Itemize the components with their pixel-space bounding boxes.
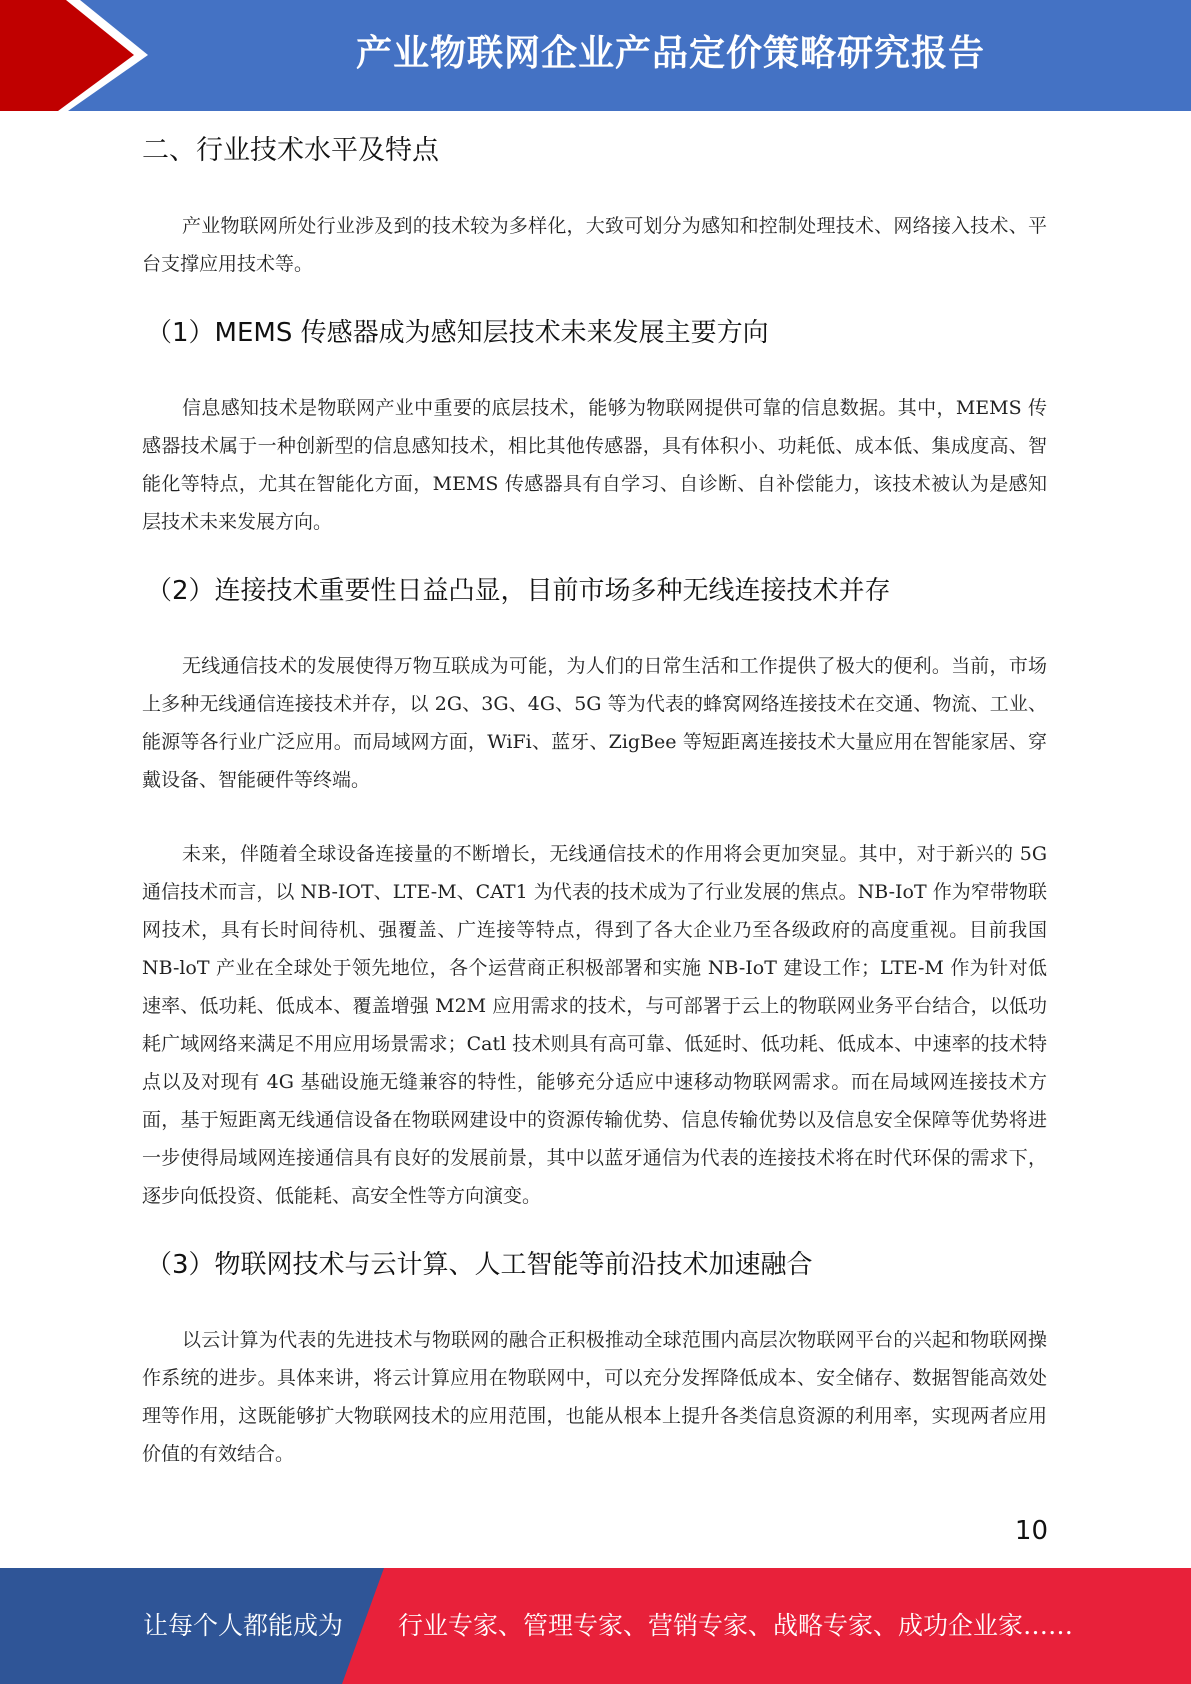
page-number: 10 <box>1014 1516 1048 1546</box>
header-banner <box>0 0 1191 111</box>
paragraph: 无线通信技术的发展使得万物互联成为可能，为人们的日常生活和工作提供了极大的便利。当前，市场上多种无线通信连接技术并存，以 2G、3G、4G、5G 等为代表的蜂窝网络连接技术在交通、物流、工业、能源等各行业广泛应用。而局域网方面，WiFi、蓝牙、ZigBee 等短距离连接技术大量应用在智能家居、穿戴设备、智能硬件等终端。 <box>142 655 1047 791</box>
footer-slogan-left: 让每个人都能成为 <box>143 1611 344 1640</box>
subsection-heading-1: （1）MEMS 传感器成为感知层技术未来发展主要方向 <box>146 318 769 348</box>
report-title: 产业物联网企业产品定价策略研究报告 <box>355 33 985 74</box>
footer-slogan-right: 行业专家、管理专家、营销专家、战略专家、成功企业家…… <box>398 1611 1074 1640</box>
section-heading: 二、行业技术水平及特点 <box>142 135 439 166</box>
subsection-heading-2: （2）连接技术重要性日益凸显，目前市场多种无线连接技术并存 <box>146 576 891 606</box>
paragraph: 信息感知技术是物联网产业中重要的底层技术，能够为物联网提供可靠的信息数据。其中，MEMS 传感器技术属于一种创新型的信息感知技术，相比其他传感器，具有体积小、功耗低、成本低、集成度高、智能化等特点，尤其在智能化方面，MEMS 传感器具有自学习、自诊断、自补偿能力，该技术被认为是感知层技术未来发展方向。 <box>142 397 1047 533</box>
paragraph: 未来，伴随着全球设备连接量的不断增长，无线通信技术的作用将会更加突显。其中，对于新兴的 5G 通信技术而言，以 NB-IOT、LTE-M、CAT1 为代表的技术成为了行业发展的焦点。NB-IoT 作为窄带物联网技术，具有长时间待机、强覆盖、广连接等特点，得到了各大企业乃至各级政府的高度重视。目前我国 NB-loT 产业在全球处于领先地位，各个运营商正积极部署和实施 NB-IoT 建设工作；LTE-M 作为针对低速率、低功耗、低成本、覆盖增强 M2M 应用需求的技术，与可部署于云上的物联网业务平台结合，以低功耗广域网络来满足不用应用场景需求；Catl 技术则具有高可靠、低延时、低功耗、低成本、中速率的技术特点以及对现有 4G 基础设施无缝兼容的特性，能够充分适应中速移动物联网需求。而在局域网连接技术方面，基于短距离无线通信设备在物联网建设中的资源传输优势、信息传输优势以及信息安全保障等优势将进一步使得局域网连接通信具有良好的发展前景，其中以蓝牙通信为代表的连接技术将在时代环保的需求下，逐步向低投资、低能耗、高安全性等方向演变。 <box>142 843 1047 1207</box>
section-intro-paragraph: 产业物联网所处行业涉及到的技术较为多样化，大致可划分为感知和控制处理技术、网络接入技术、平台支撑应用技术等。 <box>142 215 1047 275</box>
header-arrow-decoration <box>0 0 160 111</box>
footer-banner <box>0 1568 1191 1684</box>
subsection-heading-3: （3）物联网技术与云计算、人工智能等前沿技术加速融合 <box>146 1250 813 1280</box>
paragraph: 以云计算为代表的先进技术与物联网的融合正积极推动全球范围内高层次物联网平台的兴起和物联网操作系统的进步。具体来讲，将云计算应用在物联网中，可以充分发挥降低成本、安全储存、数据智能高效处理等作用，这既能够扩大物联网技术的应用范围，也能从根本上提升各类信息资源的利用率，实现两者应用价值的有效结合。 <box>142 1329 1047 1465</box>
main-content <box>142 111 1047 1473</box>
